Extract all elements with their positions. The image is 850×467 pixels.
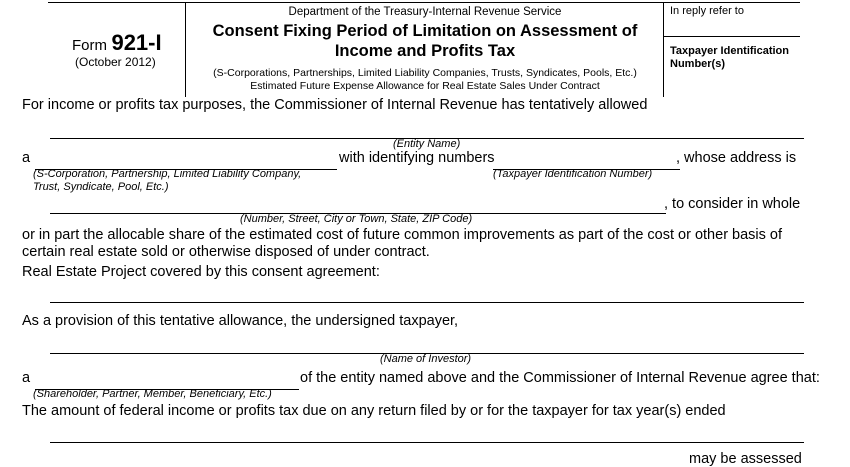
project-label: Real Estate Project covered by this consent agreement: bbox=[22, 264, 380, 280]
department: Department of the Treasury-Internal Revenue Service bbox=[288, 6, 562, 18]
investor-name-field[interactable] bbox=[50, 335, 804, 354]
shareholder-caption: (Shareholder, Partner, Member, Beneficiary, Etc.) bbox=[33, 388, 272, 400]
reply-reference-field[interactable] bbox=[667, 17, 801, 35]
header-top-rule bbox=[48, 2, 800, 3]
amount-text: The amount of federal income or profits tax due on any return filed by or for the taxpayer for tax year(s) ended bbox=[22, 403, 726, 419]
investor-caption: (Name of Investor) bbox=[380, 353, 472, 365]
address-caption: (Number, Street, City or Town, State, ZIP Code) bbox=[240, 213, 473, 225]
tin-header-field[interactable] bbox=[667, 73, 801, 93]
paragraph-line2: certain real estate sold or otherwise disposed of under contract. bbox=[22, 244, 430, 260]
article-a-2: a bbox=[22, 370, 31, 386]
intro-text: For income or profits tax purposes, the Commissioner of Internal Revenue has tentatively allowed bbox=[22, 97, 648, 113]
may-be-assessed-text: may be assessed bbox=[689, 451, 802, 467]
of-entity-text: of the entity named above and the Commissioner of Internal Revenue agree that: bbox=[300, 370, 820, 386]
form-date: (October 2012) bbox=[75, 55, 156, 69]
header-divider-left bbox=[185, 2, 186, 97]
form-subtitle-line1: (S-Corporations, Partnerships, Limited Liability Companies, Trusts, Syndicates, Pools, Etc.) bbox=[213, 67, 637, 79]
form-number bbox=[72, 30, 162, 56]
tax-years-field[interactable] bbox=[50, 424, 804, 443]
entity-type-caption-2: Trust, Syndicate, Pool, Etc.) bbox=[33, 181, 169, 193]
address-field[interactable] bbox=[50, 195, 666, 214]
paragraph-line1: or in part the allocable share of the estimated cost of future common improvements as part of the cost or other basis of bbox=[22, 227, 783, 243]
with-identifying-numbers: with identifying numbers bbox=[339, 150, 495, 166]
tin-label-line2: Number(s) bbox=[670, 58, 726, 70]
form-subtitle-line2: Estimated Future Expense Allowance for Real Estate Sales Under Contract bbox=[250, 80, 600, 92]
provision-text: As a provision of this tentative allowance, the undersigned taxpayer, bbox=[22, 313, 459, 329]
form-number-value: 921-I bbox=[111, 30, 162, 55]
form-title-line2: Income and Profits Tax bbox=[334, 42, 516, 60]
form-prefix: Form bbox=[72, 37, 107, 54]
entity-name-caption: (Entity Name) bbox=[393, 138, 461, 150]
tin-label-line1: Taxpayer Identification bbox=[670, 45, 789, 57]
form-title-line1: Consent Fixing Period of Limitation on Assessment of bbox=[212, 22, 638, 40]
whose-address-text: , whose address is bbox=[676, 150, 797, 166]
reply-label: In reply refer to bbox=[670, 5, 744, 17]
article-a-1: a bbox=[22, 150, 31, 166]
consider-whole-text: , to consider in whole bbox=[664, 196, 801, 212]
header-divider-right bbox=[663, 2, 664, 97]
tin-caption: (Taxpayer Identification Number) bbox=[493, 168, 653, 180]
entity-name-field[interactable] bbox=[50, 120, 804, 139]
entity-type-caption-1: (S-Corporation, Partnership, Limited Liability Company, bbox=[33, 168, 302, 180]
real-estate-project-field[interactable] bbox=[50, 284, 804, 303]
reply-box-rule bbox=[663, 36, 800, 37]
